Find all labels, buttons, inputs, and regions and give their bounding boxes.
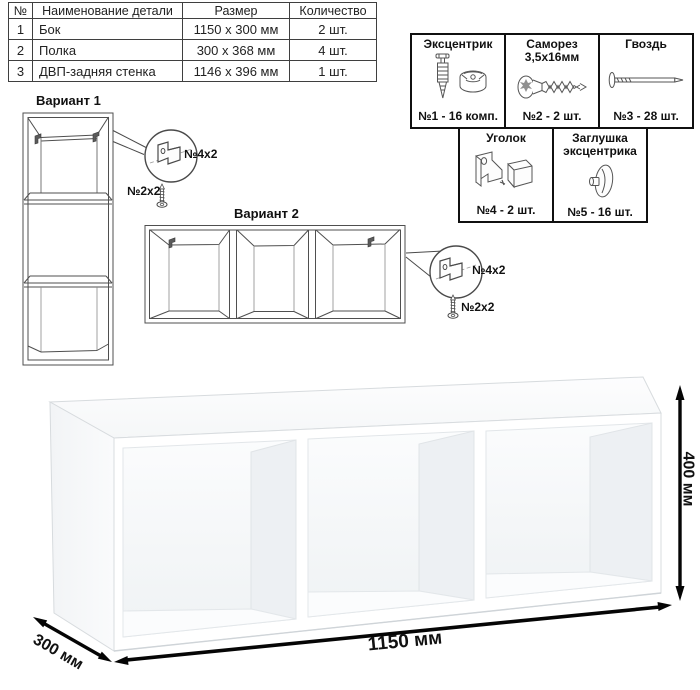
table-row: 2 Полка 300 x 368 мм 4 шт. [9,40,377,61]
variant2-drawing [145,226,405,324]
hardware-count: №2 - 2 шт. [522,109,582,123]
shelf-compartment [486,423,652,598]
hardware-count: №4 - 2 шт. [476,203,536,217]
col-header-size: Размер [183,3,290,19]
hardware-count: №1 - 16 комп. [418,109,498,123]
hardware-count: №3 - 28 шт. [613,109,679,123]
hardware-count: №5 - 16 шт. [567,204,633,219]
shelf-compartment [308,431,474,617]
callout1-bracket-label: №4x2 [184,147,218,161]
col-header-name: Наименование детали [33,3,183,19]
col-header-number: № [9,3,33,19]
table-row: 3 ДВП-задняя стенка 1146 x 396 мм 1 шт. [9,61,377,82]
depth-dimension-label: 300 мм [30,631,86,674]
hardware-title: Гвоздь [625,37,667,51]
col-header-quantity: Количество [290,3,377,19]
variant1-drawing [23,113,113,365]
hardware-title: Уголок [486,131,526,145]
hardware-title: Заглушка эксцентрика [563,131,637,159]
width-dimension-label: 1150 мм [366,627,444,656]
shelf-3d-render [50,377,661,651]
shelf-compartment [123,440,296,637]
variant2-label: Вариант 2 [234,206,299,221]
hardware-title: Эксцентрик [423,37,493,51]
callout2-bracket-label: №4x2 [472,263,506,277]
height-dimension-label: 400 мм [679,451,697,507]
hardware-title: Саморез 3,5x16мм [524,37,580,65]
table-row: 1 Бок 1150 x 300 мм 2 шт. [9,19,377,40]
callout2-screw-label: №2x2 [461,300,495,314]
variant1-label: Вариант 1 [36,93,101,108]
callout1-screw-label: №2x2 [127,184,161,198]
